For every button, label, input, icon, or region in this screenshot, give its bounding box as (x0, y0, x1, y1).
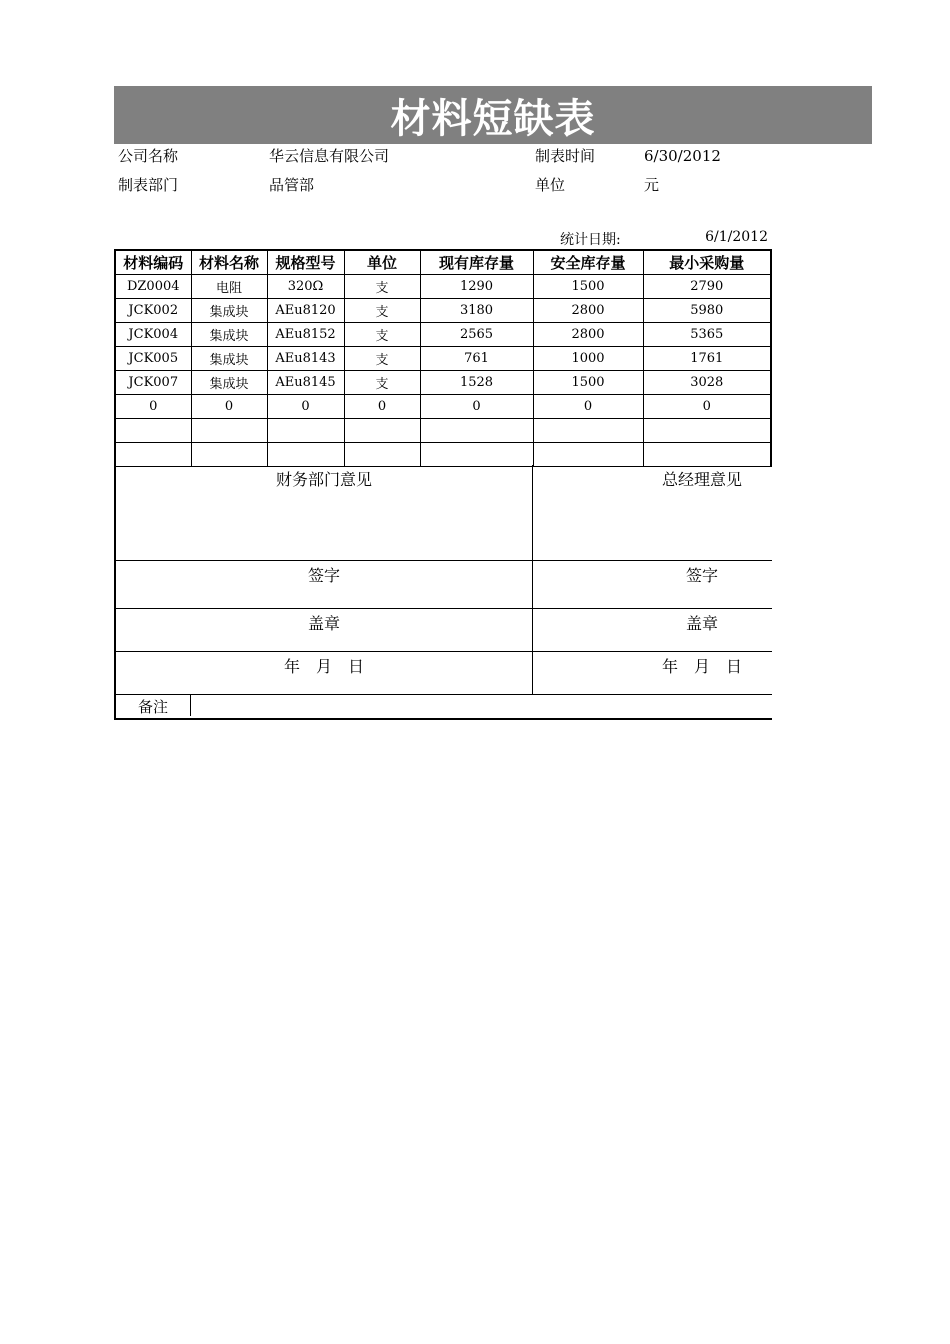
table-cell: 2565 (420, 323, 533, 347)
table-cell: 2800 (533, 323, 643, 347)
table-cell (191, 419, 267, 443)
unit-label: 单位 (535, 176, 566, 194)
table-cell: 0 (267, 395, 344, 419)
remark-label: 备注 (137, 698, 168, 716)
header-cell: 最小采购量 (643, 250, 771, 275)
company-value: 华云信息有限公司 (269, 147, 390, 165)
table-cell: JCK004 (115, 323, 191, 347)
table-cell (267, 443, 344, 467)
table-cell: AEu8145 (267, 371, 344, 395)
stat-date-value: 6/1/2012 (705, 229, 768, 245)
table-cell: 1500 (533, 371, 643, 395)
table-cell: 集成块 (191, 299, 267, 323)
table-cell: 集成块 (191, 371, 267, 395)
table-cell: 集成块 (191, 323, 267, 347)
title-bar (114, 86, 872, 144)
date-label: 制表时间 (535, 147, 596, 165)
approval-section (114, 465, 772, 720)
gm-sign-label: 签字 (685, 566, 718, 585)
table-cell (344, 419, 420, 443)
table-cell (643, 443, 771, 467)
dept-value: 品管部 (269, 176, 315, 194)
table-cell: 1500 (533, 275, 643, 299)
table-cell (533, 443, 643, 467)
table-cell: 320Ω (267, 275, 344, 299)
table-cell: 1761 (643, 347, 771, 371)
header-cell: 规格型号 (267, 250, 344, 275)
stat-date-label: 统计日期: (560, 232, 621, 248)
table-row (115, 395, 771, 419)
table-cell: 0 (191, 395, 267, 419)
table-row (115, 323, 771, 347)
table-cell: JCK005 (115, 347, 191, 371)
table-cell: 3180 (420, 299, 533, 323)
finance-date-label: 年 月 日 (283, 657, 364, 676)
unit-value: 元 (644, 176, 660, 194)
table-cell: 1528 (420, 371, 533, 395)
table-row (115, 299, 771, 323)
header-cell: 安全库存量 (533, 250, 643, 275)
gm-seal-label: 盖章 (685, 614, 718, 633)
table-row (115, 275, 771, 299)
finance-sign-label: 签字 (307, 566, 340, 585)
table-cell (420, 419, 533, 443)
header-cell: 材料名称 (191, 250, 267, 275)
table-header-row (115, 250, 771, 275)
table-cell (267, 419, 344, 443)
table-cell: 1000 (533, 347, 643, 371)
table-row (115, 347, 771, 371)
table-cell: 电阻 (191, 275, 267, 299)
table-cell: 集成块 (191, 347, 267, 371)
table-cell (420, 443, 533, 467)
header-cell: 现有库存量 (420, 250, 533, 275)
table-row (115, 443, 771, 467)
table-cell: 支 (344, 347, 420, 371)
finance-seal-label: 盖章 (307, 614, 340, 633)
header-cell: 材料编码 (115, 250, 191, 275)
table-cell (115, 443, 191, 467)
table-cell: 0 (643, 395, 771, 419)
table-cell: AEu8152 (267, 323, 344, 347)
table-cell: 2790 (643, 275, 771, 299)
section-divider (116, 608, 772, 609)
table-cell: AEu8120 (267, 299, 344, 323)
table-cell: 支 (344, 323, 420, 347)
finance-opinion-label: 财务部门意见 (275, 470, 372, 489)
table-cell (191, 443, 267, 467)
remark-divider (190, 694, 191, 716)
section-divider (116, 560, 772, 561)
section-divider (116, 651, 772, 652)
table-cell (115, 419, 191, 443)
table-row (115, 371, 771, 395)
gm-date-label: 年 月 日 (661, 657, 742, 676)
dept-label: 制表部门 (118, 176, 179, 194)
table-cell: 支 (344, 275, 420, 299)
table-cell: JCK007 (115, 371, 191, 395)
table-cell: 5365 (643, 323, 771, 347)
table-cell (533, 419, 643, 443)
table-cell: 2800 (533, 299, 643, 323)
table-cell (344, 443, 420, 467)
table-cell: 761 (420, 347, 533, 371)
date-value: 6/30/2012 (644, 147, 721, 165)
gm-opinion-label: 总经理意见 (661, 470, 742, 489)
table-cell: 0 (344, 395, 420, 419)
table-cell: AEu8143 (267, 347, 344, 371)
table-cell: 支 (344, 299, 420, 323)
shortage-table (114, 249, 772, 467)
table-cell: JCK002 (115, 299, 191, 323)
table-row (115, 419, 771, 443)
table-cell: 0 (420, 395, 533, 419)
table-cell: 支 (344, 371, 420, 395)
table-cell: DZ0004 (115, 275, 191, 299)
table-cell (643, 419, 771, 443)
table-cell: 3028 (643, 371, 771, 395)
table-cell: 0 (115, 395, 191, 419)
page-title: 材料短缺表 (390, 95, 596, 142)
table-cell: 5980 (643, 299, 771, 323)
section-divider (116, 694, 772, 695)
company-label: 公司名称 (118, 147, 179, 165)
table-cell: 1290 (420, 275, 533, 299)
header-cell: 单位 (344, 250, 420, 275)
table-cell: 0 (533, 395, 643, 419)
